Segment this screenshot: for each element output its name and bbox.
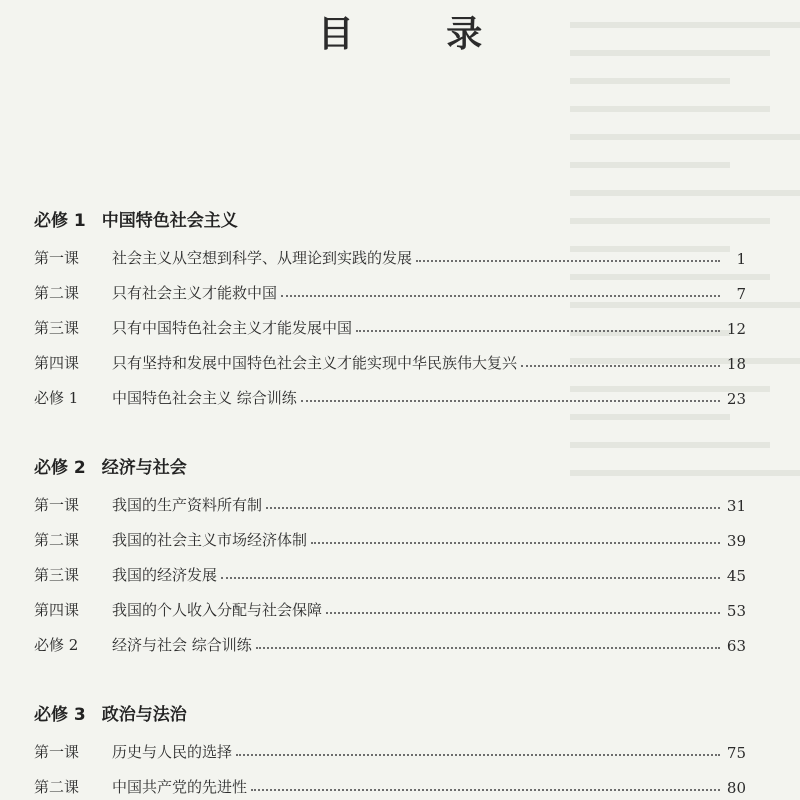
dot-leader [311,542,720,544]
entry-label: 第三课 [34,319,80,337]
toc-entry[interactable] [34,550,746,585]
entry-page: 53 [726,602,746,620]
entry-page: 31 [726,497,746,515]
dot-leader [356,330,720,332]
entry-label: 必修 2 [34,636,79,654]
toc-entry[interactable] [34,515,746,550]
entry-title: 我国的生产资料所有制 [112,496,263,514]
toc-entry[interactable] [34,620,746,655]
entry-label: 第四课 [34,601,80,619]
entry-page: 39 [726,532,746,550]
entry-label: 第二课 [34,284,80,302]
dot-leader [281,295,720,297]
toc-entry[interactable] [34,268,746,303]
dot-leader [251,789,720,791]
section-heading [34,203,746,233]
entry-label: 第一课 [34,496,80,514]
entry-title: 只有社会主义才能救中国 [112,284,278,302]
entry-label: 第二课 [34,531,80,549]
toc-section [34,697,746,797]
entry-label: 第一课 [34,743,80,761]
entry-title: 只有中国特色社会主义才能发展中国 [112,319,353,337]
toc-entry[interactable] [34,303,746,338]
dot-leader [416,260,720,262]
toc-entry[interactable] [34,373,746,408]
entry-title: 只有坚持和发展中国特色社会主义才能实现中华民族伟大复兴 [112,354,518,372]
entry-title: 中国共产党的先进性 [112,778,248,796]
entry-page: 63 [726,637,746,655]
dot-leader [266,507,720,509]
dot-leader [236,754,720,756]
toc-entry[interactable] [34,762,746,797]
page-title: 目 录 [317,14,523,55]
toc-entry[interactable] [34,338,746,373]
entry-label: 第四课 [34,354,80,372]
section-label: 必修 2 [34,457,86,478]
entry-page: 1 [736,250,746,268]
section-heading [34,450,746,480]
entry-page: 18 [726,355,746,373]
toc-entry[interactable] [34,480,746,515]
section-label: 必修 3 [34,704,86,725]
dot-leader [221,577,720,579]
entry-label: 第二课 [34,778,80,796]
section-name: 政治与法治 [101,704,187,725]
entry-label: 必修 1 [34,389,79,407]
dot-leader [301,400,720,402]
entry-page: 7 [736,285,746,303]
entry-title: 我国的个人收入分配与社会保障 [112,601,323,619]
entry-title: 中国特色社会主义 综合训练 [112,389,297,407]
toc-section [34,450,746,655]
entry-title: 我国的经济发展 [112,566,218,584]
dot-leader [326,612,720,614]
section-name: 中国特色社会主义 [101,210,238,231]
dot-leader [521,365,720,367]
toc-entry[interactable] [34,233,746,268]
dot-leader [256,647,720,649]
entry-page: 75 [726,744,746,762]
entry-label: 第三课 [34,566,80,584]
toc-entry[interactable] [34,727,746,762]
entry-page: 80 [726,779,746,797]
entry-page: 12 [726,320,746,338]
entry-title: 社会主义从空想到科学、从理论到实践的发展 [112,249,413,267]
toc-section [34,203,746,408]
entry-title: 经济与社会 综合训练 [112,636,252,654]
entry-title: 历史与人民的选择 [112,743,233,761]
entry-title: 我国的社会主义市场经济体制 [112,531,308,549]
entry-page: 45 [726,567,746,585]
section-heading [34,697,746,727]
entry-page: 23 [726,390,746,408]
entry-label: 第一课 [34,249,80,267]
section-name: 经济与社会 [101,457,187,478]
toc-entry[interactable] [34,585,746,620]
section-label: 必修 1 [34,210,86,231]
